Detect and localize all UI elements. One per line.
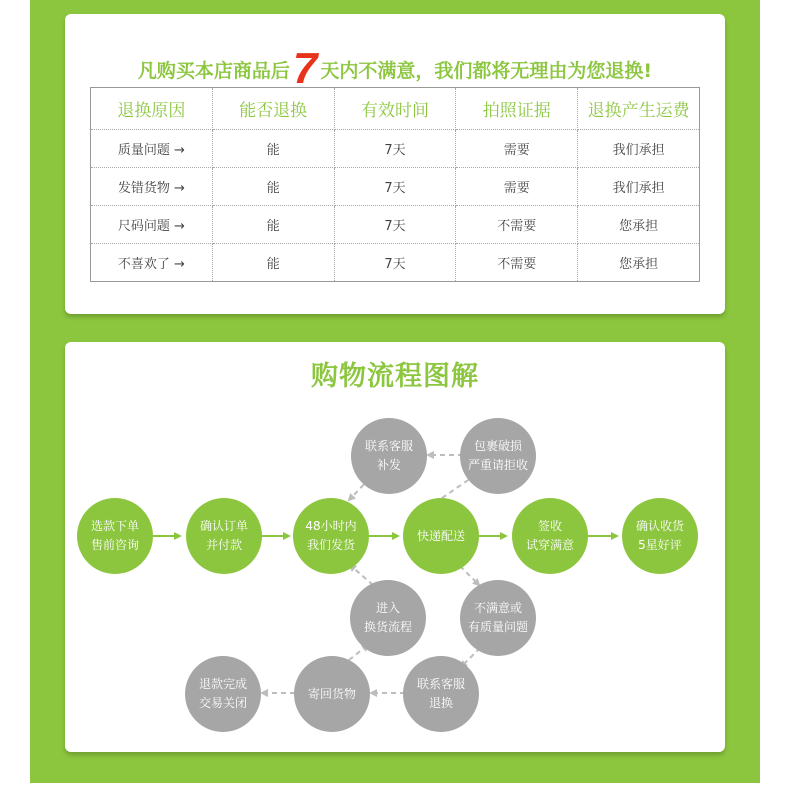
headline-prefix: 凡购买本店商品后 [137,60,290,82]
table-cell: 需要 [456,130,578,168]
table-row [91,130,700,168]
step-express-delivery: 快递配送 [403,498,479,574]
flow-title: 购物流程图解 [311,361,479,392]
table-header-row [91,88,700,130]
step-confirm-receipt: 确认收货 5星好评 [622,498,698,574]
table-cell: 需要 [456,168,578,206]
table-cell: 7天 [334,130,456,168]
table-cell: 尺码问题 → [91,206,213,244]
step-damaged-package-refuse: 包裹破损 严重请拒收 [460,418,536,494]
table-cell: 您承担 [578,206,700,244]
table-cell: 您承担 [578,244,700,282]
table-cell: 能 [212,168,334,206]
table-row [91,206,700,244]
table-cell: 不需要 [456,244,578,282]
table-cell: 能 [212,244,334,282]
return-policy-panel [65,14,725,314]
table-cell: 7天 [334,244,456,282]
step-unsatisfied-or-defect: 不满意或 有质量问题 [460,580,536,656]
step-sign-and-try: 签收 试穿满意 [512,498,588,574]
table-cell: 7天 [334,168,456,206]
table-cell: 能 [212,206,334,244]
headline-suffix: 天内不满意，我们都将无理由为您退换! [320,60,653,82]
step-refund-complete: 退款完成 交易关闭 [185,656,261,732]
step-return-goods: 寄回货物 [294,656,370,732]
table-cell: 能 [212,130,334,168]
table-cell: 发错货物 → [91,168,213,206]
table-cell: 7天 [334,206,456,244]
column-header: 拍照证据 [456,88,578,130]
table-cell: 不喜欢了 → [91,244,213,282]
step-ship-within-48h: 48小时内 我们发货 [293,498,369,574]
table-cell: 我们承担 [578,130,700,168]
table-cell: 我们承担 [578,168,700,206]
column-header: 退换原因 [91,88,213,130]
table-row [91,244,700,282]
table-row [91,168,700,206]
step-enter-exchange: 进入 换货流程 [350,580,426,656]
table-cell: 不需要 [456,206,578,244]
step-contact-service-return: 联系客服 退换 [403,656,479,732]
step-confirm-and-pay: 确认订单 并付款 [186,498,262,574]
table-cell: 质量问题 → [91,130,213,168]
step-select-and-order: 选款下单 售前咨询 [77,498,153,574]
column-header: 能否退换 [212,88,334,130]
column-header: 退换产生运费 [578,88,700,130]
column-header: 有效时间 [334,88,456,130]
headline-days-number: 7 [292,44,318,93]
step-contact-service-reissue: 联系客服 补发 [351,418,427,494]
return-policy-table [90,87,700,282]
